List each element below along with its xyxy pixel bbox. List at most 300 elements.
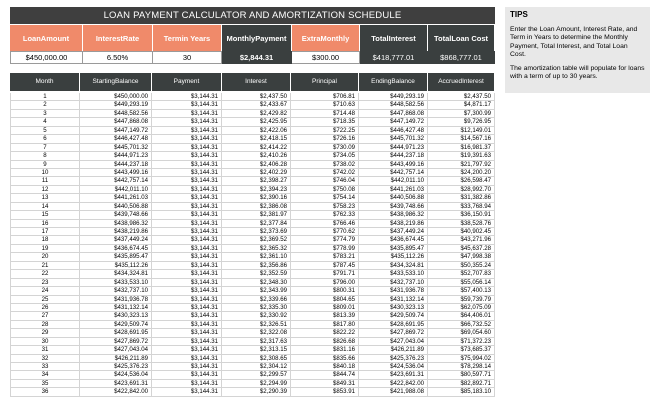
table-cell: $426,211.89: [359, 346, 428, 353]
table-cell: $2,418.15: [222, 135, 291, 142]
table-cell: $450,000.00: [80, 93, 152, 100]
table-cell: $2,406.28: [222, 161, 291, 168]
table-cell: $45,637.28: [428, 245, 495, 252]
table-cell: $3,144.31: [152, 380, 222, 387]
table-cell: $3,144.31: [152, 203, 222, 210]
table-cell: $33,768.94: [428, 203, 495, 210]
table-cell: $443,499.16: [359, 161, 428, 168]
table-cell: $47,998.38: [428, 253, 495, 260]
schedule-column-header-1: [10, 73, 80, 91]
column-header-line-1: Ending: [371, 78, 392, 86]
table-cell: $442,011.10: [80, 186, 152, 193]
table-cell: $2,343.99: [222, 287, 291, 294]
table-row: [10, 312, 495, 320]
calculator-header-line-2: Amount: [40, 33, 70, 43]
table-cell: $427,043.04: [359, 338, 428, 345]
table-cell: $448,582.56: [359, 101, 428, 108]
calculator-header-3: [153, 25, 222, 51]
table-row: [10, 355, 495, 363]
calculator-header-1: [10, 25, 83, 51]
amortization-schedule: [10, 73, 495, 397]
table-cell: $16,981.37: [428, 144, 495, 151]
table-cell: 17: [10, 228, 80, 235]
table-cell: $2,398.27: [222, 177, 291, 184]
table-cell: $436,674.45: [359, 236, 428, 243]
table-cell: $75,994.02: [428, 355, 495, 362]
table-cell: $2,414.22: [222, 144, 291, 151]
table-cell: $447,868.08: [80, 118, 152, 125]
table-cell: $424,536.04: [80, 371, 152, 378]
table-row: [10, 169, 495, 177]
table-cell: 34: [10, 371, 80, 378]
schedule-header-row: [10, 73, 495, 91]
table-cell: $3,144.31: [152, 110, 222, 117]
table-row: [10, 346, 495, 354]
extra-monthly-input[interactable]: $300.00: [292, 51, 360, 64]
table-cell: $2,335.30: [222, 304, 291, 311]
calculator-title: LOAN PAYMENT CALCULATOR AND AMORTIZATION SCHEDULE: [10, 7, 495, 24]
table-cell: 22: [10, 270, 80, 277]
table-cell: $428,691.95: [359, 321, 428, 328]
table-row: [10, 245, 495, 253]
table-cell: $787.45: [291, 262, 359, 269]
table-cell: $3,144.31: [152, 228, 222, 235]
table-row: [10, 93, 495, 101]
column-header-line-2: Balance: [391, 78, 415, 86]
table-cell: $62,075.09: [428, 304, 495, 311]
table-cell: $3,144.31: [152, 127, 222, 134]
table-cell: $447,149.72: [80, 127, 152, 134]
table-cell: $3,144.31: [152, 287, 222, 294]
table-cell: $710.63: [291, 101, 359, 108]
table-cell: $19,391.63: [428, 152, 495, 159]
table-cell: $2,394.23: [222, 186, 291, 193]
table-row: [10, 262, 495, 270]
table-cell: 10: [10, 169, 80, 176]
schedule-column-header-2: [80, 73, 152, 91]
table-cell: $85,183.10: [428, 388, 495, 395]
table-cell: $449,293.19: [80, 101, 152, 108]
table-cell: 13: [10, 194, 80, 201]
table-cell: $2,352.59: [222, 270, 291, 277]
table-cell: $2,402.29: [222, 169, 291, 176]
table-cell: $434,324.81: [80, 270, 152, 277]
schedule-column-header-5: [291, 73, 359, 91]
total-interest-value: $418,777.01: [360, 51, 428, 64]
table-cell: $444,237.18: [359, 152, 428, 159]
table-cell: $718.35: [291, 118, 359, 125]
table-cell: $2,437.50: [222, 93, 291, 100]
table-cell: $2,330.92: [222, 312, 291, 319]
table-cell: $78,298.14: [428, 363, 495, 370]
table-cell: $422,842.00: [359, 380, 428, 387]
table-row: [10, 161, 495, 169]
calculator-header-line-2: Payment: [255, 33, 287, 43]
table-cell: $439,748.66: [80, 211, 152, 218]
table-cell: $43,271.96: [428, 236, 495, 243]
table-cell: $446,427.48: [80, 135, 152, 142]
table-row: [10, 194, 495, 202]
table-cell: $55,056.14: [428, 279, 495, 286]
table-cell: $80,597.71: [428, 371, 495, 378]
table-cell: 25: [10, 296, 80, 303]
table-cell: $435,112.26: [359, 253, 428, 260]
column-header-line-1: Accrued: [438, 78, 463, 86]
table-cell: 35: [10, 380, 80, 387]
table-cell: $762.33: [291, 211, 359, 218]
table-cell: $3,144.31: [152, 262, 222, 269]
table-cell: $758.23: [291, 203, 359, 210]
table-cell: $52,707.83: [428, 270, 495, 277]
table-cell: $754.14: [291, 194, 359, 201]
table-cell: $835.66: [291, 355, 359, 362]
calculator-header-line-1: Extra: [301, 33, 321, 43]
table-cell: 32: [10, 355, 80, 362]
table-cell: $826.68: [291, 338, 359, 345]
table-cell: $706.81: [291, 93, 359, 100]
table-row: [10, 236, 495, 244]
table-cell: $3,144.31: [152, 371, 222, 378]
table-cell: $437,449.24: [359, 228, 428, 235]
table-cell: $750.08: [291, 186, 359, 193]
table-cell: $3,144.31: [152, 152, 222, 159]
table-cell: $432,737.10: [80, 287, 152, 294]
table-cell: $796.00: [291, 279, 359, 286]
table-cell: $442,757.14: [80, 177, 152, 184]
table-cell: 11: [10, 177, 80, 184]
table-cell: $36,150.91: [428, 211, 495, 218]
table-cell: $3,144.31: [152, 194, 222, 201]
table-cell: $3,144.31: [152, 363, 222, 370]
table-cell: $438,219.86: [80, 228, 152, 235]
table-cell: $813.39: [291, 312, 359, 319]
table-cell: $38,528.76: [428, 220, 495, 227]
table-cell: $3,144.31: [152, 101, 222, 108]
table-cell: $853.91: [291, 388, 359, 395]
table-cell: $436,674.45: [80, 245, 152, 252]
table-cell: 6: [10, 135, 80, 142]
column-header-line-1: Payment: [173, 78, 200, 86]
table-cell: $449,293.19: [359, 93, 428, 100]
table-cell: 2: [10, 101, 80, 108]
table-cell: $770.62: [291, 228, 359, 235]
table-cell: $430,323.13: [359, 304, 428, 311]
table-cell: $726.16: [291, 135, 359, 142]
table-row: [10, 329, 495, 337]
table-cell: $433,533.10: [80, 279, 152, 286]
table-cell: $2,433.67: [222, 101, 291, 108]
table-cell: $3,144.31: [152, 296, 222, 303]
schedule-column-header-6: [359, 73, 428, 91]
table-cell: $3,144.31: [152, 236, 222, 243]
table-row: [10, 304, 495, 312]
table-cell: $738.02: [291, 161, 359, 168]
table-cell: $434,324.81: [359, 262, 428, 269]
table-row: [10, 363, 495, 371]
table-cell: $2,313.15: [222, 346, 291, 353]
table-row: [10, 118, 495, 126]
table-cell: $447,868.08: [359, 110, 428, 117]
table-cell: $774.79: [291, 236, 359, 243]
table-cell: $425,376.23: [80, 363, 152, 370]
table-cell: $822.22: [291, 329, 359, 336]
table-cell: $438,986.32: [80, 220, 152, 227]
table-cell: $64,406.01: [428, 312, 495, 319]
term-years-input[interactable]: 30: [153, 51, 222, 64]
table-cell: $2,386.08: [222, 203, 291, 210]
table-cell: $429,509.74: [359, 312, 428, 319]
schedule-body: [10, 93, 495, 397]
calculator-header-line-1: Loan: [22, 33, 41, 43]
table-cell: $742.02: [291, 169, 359, 176]
table-cell: $66,732.52: [428, 321, 495, 328]
table-cell: $435,895.47: [80, 253, 152, 260]
table-cell: $422,842.00: [80, 388, 152, 395]
table-cell: $439,748.66: [359, 203, 428, 210]
table-cell: $2,429.82: [222, 110, 291, 117]
table-cell: $24,200.20: [428, 169, 495, 176]
table-row: [10, 321, 495, 329]
calculator-header-line-2: Monthly: [320, 33, 350, 43]
table-cell: $840.18: [291, 363, 359, 370]
table-row: [10, 253, 495, 261]
table-cell: $448,582.56: [80, 110, 152, 117]
table-cell: 29: [10, 329, 80, 336]
table-cell: $423,691.31: [359, 371, 428, 378]
table-cell: $428,691.95: [80, 329, 152, 336]
interest-rate-input[interactable]: 6.50%: [83, 51, 153, 64]
table-cell: $3,144.31: [152, 186, 222, 193]
table-cell: $2,377.84: [222, 220, 291, 227]
calculator-header-line-1: Total: [433, 33, 452, 43]
table-cell: $844.74: [291, 371, 359, 378]
table-cell: $433,533.10: [359, 270, 428, 277]
loan-calculator: [10, 7, 495, 64]
table-cell: $3,144.31: [152, 304, 222, 311]
table-cell: 30: [10, 338, 80, 345]
table-row: [10, 371, 495, 379]
table-cell: $431,132.14: [359, 296, 428, 303]
table-row: [10, 270, 495, 278]
table-cell: $437,449.24: [80, 236, 152, 243]
calculator-header-line-2: Loan Cost: [451, 33, 489, 43]
table-cell: 21: [10, 262, 80, 269]
column-header-line-1: Principal: [312, 78, 337, 86]
table-cell: 19: [10, 245, 80, 252]
table-cell: $427,869.72: [80, 338, 152, 345]
table-cell: $59,739.79: [428, 296, 495, 303]
table-cell: $2,299.57: [222, 371, 291, 378]
table-cell: $3,144.31: [152, 177, 222, 184]
table-cell: 12: [10, 186, 80, 193]
table-cell: $73,685.37: [428, 346, 495, 353]
table-row: [10, 177, 495, 185]
table-row: [10, 127, 495, 135]
calculator-header-line-2: Rate: [122, 33, 140, 43]
table-cell: $3,144.31: [152, 270, 222, 277]
table-row: [10, 135, 495, 143]
column-header-line-1: Starting: [92, 78, 115, 86]
table-cell: $3,144.31: [152, 253, 222, 260]
table-cell: $441,261.03: [359, 186, 428, 193]
calculator-header-line-2: in Years: [181, 33, 211, 43]
table-row: [10, 152, 495, 160]
table-cell: $734.05: [291, 152, 359, 159]
table-cell: 23: [10, 279, 80, 286]
table-cell: $2,365.32: [222, 245, 291, 252]
table-cell: $445,701.32: [359, 135, 428, 142]
table-cell: $438,219.86: [359, 220, 428, 227]
total-loan-cost-value: $868,777.01: [428, 51, 495, 64]
calculator-header-line-1: Term: [163, 33, 182, 43]
table-cell: $444,971.23: [359, 144, 428, 151]
table-cell: $2,348.30: [222, 279, 291, 286]
tips-panel: [505, 7, 650, 93]
table-cell: $3,144.31: [152, 279, 222, 286]
table-cell: $429,509.74: [80, 321, 152, 328]
table-row: [10, 110, 495, 118]
table-cell: $2,437.50: [428, 93, 495, 100]
table-row: [10, 296, 495, 304]
table-cell: $3,144.31: [152, 312, 222, 319]
calculator-header-5: [292, 25, 360, 51]
table-cell: $3,144.31: [152, 169, 222, 176]
table-cell: $804.65: [291, 296, 359, 303]
table-cell: 28: [10, 321, 80, 328]
table-cell: $424,536.04: [359, 363, 428, 370]
table-cell: 27: [10, 312, 80, 319]
loan-amount-input[interactable]: $450,000.00: [10, 51, 83, 64]
table-cell: $444,971.23: [80, 152, 152, 159]
table-cell: $2,294.99: [222, 380, 291, 387]
table-cell: $2,410.26: [222, 152, 291, 159]
table-row: [10, 380, 495, 388]
table-cell: $430,323.13: [80, 312, 152, 319]
table-cell: $2,373.69: [222, 228, 291, 235]
table-row: [10, 220, 495, 228]
column-header-line-1: Interest: [245, 78, 267, 86]
table-cell: $444,237.18: [80, 161, 152, 168]
calculator-header-2: [83, 25, 153, 51]
table-cell: 8: [10, 152, 80, 159]
tips-paragraph-1: Enter the Loan Amount, Interest Rate, and Term in Years to determine the Monthly Payment, Total Interest, and Total Loan Cost.: [510, 26, 638, 58]
table-cell: $3,144.31: [152, 118, 222, 125]
table-cell: $2,304.12: [222, 363, 291, 370]
table-row: [10, 144, 495, 152]
table-cell: $3,144.31: [152, 135, 222, 142]
table-cell: $2,369.52: [222, 236, 291, 243]
table-cell: $766.46: [291, 220, 359, 227]
calculator-header-row: [10, 25, 495, 51]
table-cell: $57,400.13: [428, 287, 495, 294]
table-cell: $431,132.14: [80, 304, 152, 311]
table-cell: $2,381.97: [222, 211, 291, 218]
table-cell: $446,427.48: [359, 127, 428, 134]
table-cell: $26,598.47: [428, 177, 495, 184]
table-cell: 1: [10, 93, 80, 100]
table-cell: $746.04: [291, 177, 359, 184]
table-cell: $425,376.23: [359, 355, 428, 362]
table-cell: $40,902.45: [428, 228, 495, 235]
table-row: [10, 338, 495, 346]
table-cell: $426,211.89: [80, 355, 152, 362]
table-cell: $441,261.03: [80, 194, 152, 201]
table-cell: $2,308.65: [222, 355, 291, 362]
table-cell: 14: [10, 203, 80, 210]
table-cell: $12,149.01: [428, 127, 495, 134]
calculator-value-row: [10, 51, 495, 64]
table-cell: $427,043.04: [80, 346, 152, 353]
table-cell: $50,355.24: [428, 262, 495, 269]
tips-title: TIPS: [510, 10, 528, 19]
column-header-line-2: Balance: [114, 78, 139, 86]
table-cell: $783.21: [291, 253, 359, 260]
schedule-column-header-7: [428, 73, 495, 91]
table-cell: $3,144.31: [152, 346, 222, 353]
table-cell: $445,701.32: [80, 144, 152, 151]
table-cell: $2,290.39: [222, 388, 291, 395]
table-row: [10, 211, 495, 219]
calculator-header-line-1: Monthly: [226, 33, 256, 43]
table-cell: $9,726.95: [428, 118, 495, 125]
calculator-header-6: [360, 25, 428, 51]
table-cell: $2,339.66: [222, 296, 291, 303]
table-cell: 20: [10, 253, 80, 260]
table-cell: $2,356.86: [222, 262, 291, 269]
table-cell: $435,112.26: [80, 262, 152, 269]
table-cell: $4,871.17: [428, 101, 495, 108]
table-cell: 33: [10, 363, 80, 370]
calculator-header-4: [222, 25, 292, 51]
table-cell: $435,895.47: [359, 245, 428, 252]
table-cell: $809.01: [291, 304, 359, 311]
column-header-line-2: Interest: [462, 78, 484, 86]
table-cell: $3,144.31: [152, 245, 222, 252]
schedule-column-header-4: [222, 73, 291, 91]
table-cell: $2,422.06: [222, 127, 291, 134]
table-cell: 24: [10, 287, 80, 294]
table-row: [10, 279, 495, 287]
table-cell: $778.99: [291, 245, 359, 252]
table-cell: $2,317.63: [222, 338, 291, 345]
table-cell: $69,054.60: [428, 329, 495, 336]
table-cell: $440,506.88: [359, 194, 428, 201]
table-row: [10, 186, 495, 194]
table-cell: $28,992.70: [428, 186, 495, 193]
table-cell: $7,300.99: [428, 110, 495, 117]
table-cell: $831.16: [291, 346, 359, 353]
table-cell: 4: [10, 118, 80, 125]
table-cell: $800.31: [291, 287, 359, 294]
table-cell: 26: [10, 304, 80, 311]
table-cell: 36: [10, 388, 80, 395]
table-cell: $2,425.95: [222, 118, 291, 125]
table-cell: $3,144.31: [152, 144, 222, 151]
table-row: [10, 287, 495, 295]
table-cell: $849.31: [291, 380, 359, 387]
table-cell: 5: [10, 127, 80, 134]
table-cell: $443,499.16: [80, 169, 152, 176]
table-cell: $423,691.31: [80, 380, 152, 387]
schedule-column-header-3: [152, 73, 222, 91]
table-cell: $722.25: [291, 127, 359, 134]
table-cell: $714.48: [291, 110, 359, 117]
column-header-line-1: Month: [35, 78, 54, 86]
table-cell: $442,011.10: [359, 177, 428, 184]
table-cell: 3: [10, 110, 80, 117]
table-cell: $71,372.23: [428, 338, 495, 345]
calculator-header-line-1: Interest: [95, 33, 123, 43]
